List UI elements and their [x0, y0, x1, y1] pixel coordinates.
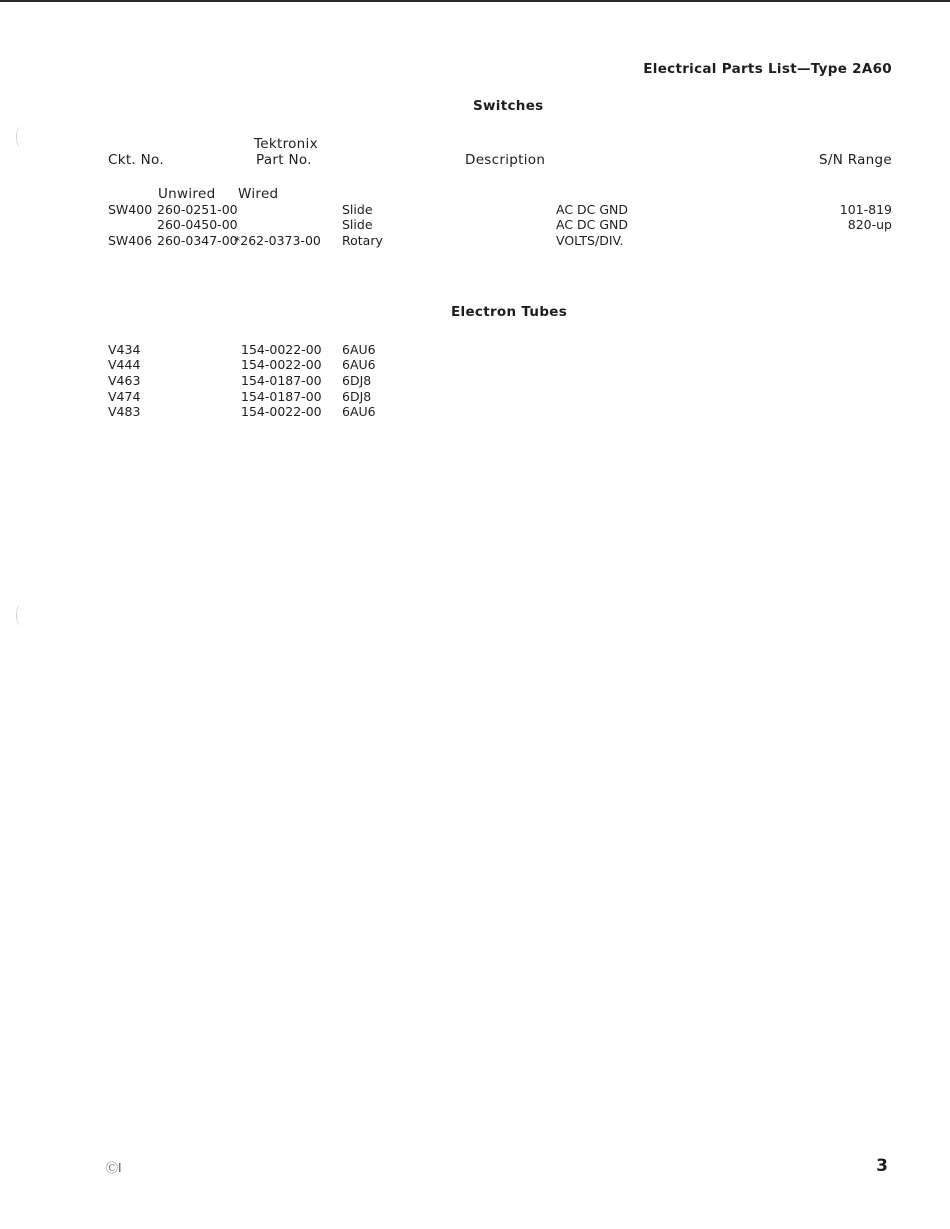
section-title-switches: Switches: [473, 98, 544, 114]
column-header-tektronix: Tektronix: [254, 136, 318, 152]
part-no-cell: 154-0022-00: [241, 342, 322, 357]
running-title: Electrical Parts List—Type 2A60: [643, 61, 892, 77]
switch-type-cell: Rotary: [342, 233, 383, 248]
column-header-unwired: Unwired: [158, 186, 216, 202]
switch-type-cell: Slide: [342, 217, 373, 232]
copyright-mark: ⒸI: [106, 1161, 122, 1175]
scan-hole-mark: [16, 126, 25, 148]
part-no-cell: 154-0187-00: [241, 389, 322, 404]
column-header-part-no: Part No.: [256, 152, 312, 168]
sn-range-cell: 820-up: [847, 217, 892, 232]
column-header-description: Description: [465, 152, 546, 168]
unwired-part-cell: 260-0347-00: [157, 233, 238, 248]
part-no-cell: 154-0022-00: [241, 404, 322, 419]
tube-type-cell: 6DJ8: [342, 389, 372, 404]
ckt-no-cell: SW400: [108, 202, 153, 217]
part-no-cell: 154-0187-00: [241, 373, 322, 388]
tube-type-cell: 6AU6: [342, 357, 376, 372]
description-cell: VOLTS/DIV.: [556, 233, 624, 248]
wired-part-cell: *262-0373-00: [234, 233, 321, 248]
tube-type-cell: 6DJ8: [342, 373, 372, 388]
tube-type-cell: 6AU6: [342, 404, 376, 419]
sn-range-cell: 101-819: [839, 202, 892, 217]
description-cell: AC DC GND: [556, 217, 629, 232]
description-cell: AC DC GND: [556, 202, 629, 217]
tube-type-cell: 6AU6: [342, 342, 376, 357]
unwired-part-cell: 260-0450-00: [157, 217, 238, 232]
ckt-no-cell: SW406: [108, 233, 153, 248]
ckt-no-cell: V474: [108, 389, 141, 404]
unwired-part-cell: 260-0251-00: [157, 202, 238, 217]
part-no-cell: 154-0022-00: [241, 357, 322, 372]
scan-hole-mark: [16, 604, 25, 626]
ckt-no-cell: V444: [108, 357, 141, 372]
column-header-sn-range: S/N Range: [819, 152, 892, 168]
switch-type-cell: Slide: [342, 202, 373, 217]
section-title-electron-tubes: Electron Tubes: [451, 304, 568, 320]
column-header-ckt-no: Ckt. No.: [108, 152, 164, 168]
page-number: 3: [876, 1156, 888, 1176]
ckt-no-cell: V483: [108, 404, 141, 419]
page-top-border: [0, 0, 950, 2]
ckt-no-cell: V434: [108, 342, 141, 357]
ckt-no-cell: V463: [108, 373, 141, 388]
column-header-wired: Wired: [238, 186, 279, 202]
